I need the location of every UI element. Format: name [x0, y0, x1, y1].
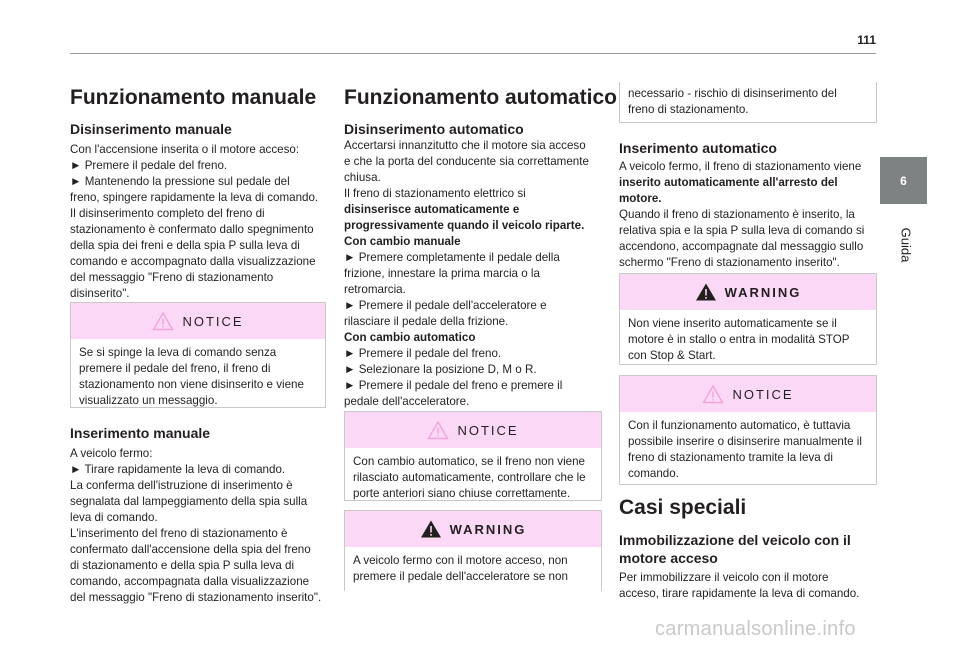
text-line: rilasciato automaticamente, controllare che le	[353, 471, 586, 484]
caution-triangle-icon	[702, 384, 724, 404]
text-line: L'inserimento del freno di stazionamento è	[70, 527, 288, 540]
text-line: Con l'accensione inserita o il motore acceso:	[70, 143, 300, 156]
text-line: A veicolo fermo con il motore acceso, non	[353, 554, 568, 567]
warning-title: WARNING	[449, 521, 527, 537]
manual-apply-text	[70, 446, 321, 606]
notice-header	[71, 303, 325, 339]
heading-line: Immobilizzazione del veicolo con il	[619, 532, 851, 548]
notice-header	[620, 376, 876, 412]
text-line: comando e accompagnato dalla visualizzazione	[70, 255, 316, 268]
notice-body	[345, 448, 601, 502]
warning-body	[345, 547, 601, 585]
text-line: stazionamento è confermato dallo spegnimento	[70, 223, 314, 236]
text-line: progressivamente quando il veicolo riparte.	[344, 219, 585, 232]
text-line: necessario - rischio di disinserimento del	[628, 87, 837, 100]
text-line: premere il pedale dell'acceleratore se non	[353, 570, 568, 583]
heading-manual-apply: Inserimento manuale	[70, 425, 211, 441]
text-line: possibile inserire o disinserire manualmente il	[628, 435, 862, 448]
text-line: Con il funzionamento automatico, è tuttavia	[628, 419, 851, 432]
heading-auto-release: Disinserimento automatico	[344, 121, 524, 137]
title-manual: Funzionamento manuale	[70, 86, 317, 109]
heading-auto-apply: Inserimento automatico	[619, 140, 777, 156]
text-line: pedale dell'acceleratore.	[344, 395, 470, 408]
text-line: accendono, accompagnate dal messaggio sullo	[619, 240, 864, 253]
section-label-text: Guida	[898, 227, 914, 263]
text-line: frizione, innestare la prima marcia o la	[344, 267, 540, 280]
text-line: ► Mantenendo la pressione sul pedale del	[70, 175, 290, 188]
text-line: A veicolo fermo:	[70, 447, 153, 460]
section-tab[interactable]: 6	[880, 157, 927, 204]
text-line: Con cambio automatico, se il freno non viene	[353, 455, 586, 468]
text-line: inserito automaticamente all'arresto del	[619, 176, 838, 189]
text-line: rilasciare il pedale della frizione.	[344, 315, 509, 328]
notice-box	[70, 302, 326, 408]
text-line: comando.	[628, 467, 679, 480]
text-line: schermo "Freno di stazionamento inserito".	[619, 256, 840, 269]
notice-body	[620, 412, 876, 482]
text-line: ► Premere il pedale del freno.	[344, 347, 502, 360]
warning-box	[344, 510, 602, 591]
text-line: di stazionamento e della spia P sulla leva di	[70, 559, 295, 572]
text-line: motore.	[619, 192, 662, 205]
text-line: freno, spingere rapidamente la leva di comando.	[70, 191, 319, 204]
page-number: 111	[857, 33, 876, 47]
text-line: premere il pedale del freno, il freno di	[79, 362, 271, 375]
text-line: Non viene inserito automaticamente se il	[628, 317, 837, 330]
text-line: ► Tirare rapidamente la leva di comando.	[70, 463, 286, 476]
auto-release-text	[344, 138, 589, 410]
text-line: con Stop & Start.	[628, 349, 716, 362]
heading-immobilisation	[619, 531, 851, 567]
text-line: ► Premere il pedale dell'acceleratore e	[344, 299, 547, 312]
text-line: chiusa.	[344, 171, 381, 184]
caution-triangle-icon	[427, 420, 449, 440]
section-label	[882, 215, 929, 275]
heading-manual-release: Disinserimento manuale	[70, 121, 232, 137]
text-line: ► Selezionare la posizione D, M o R.	[344, 363, 537, 376]
text-line: freno di stazionamento.	[628, 103, 749, 116]
text-line: disinserito".	[70, 287, 130, 300]
text-line: Il freno di stazionamento elettrico si	[344, 187, 526, 200]
text-line: visualizzato un messaggio.	[79, 394, 218, 407]
caution-triangle-icon	[152, 311, 174, 331]
text-line: Il disinserimento completo del freno di	[70, 207, 265, 220]
warning-header	[345, 511, 601, 547]
text-line: relativa spia e la spia P sulla leva di comando si	[619, 224, 865, 237]
text-line: comando, accompagnata dalla visualizzazione	[70, 575, 310, 588]
auto-apply-text	[619, 159, 864, 271]
text-line: ► Premere completamente il pedale della	[344, 251, 560, 264]
text-line: del messaggio "Freno di stazionamento	[70, 271, 274, 284]
notice-header	[345, 412, 601, 448]
title-special-cases: Casi speciali	[619, 496, 747, 519]
text-line: del messaggio "Freno di stazionamento inserito".	[70, 591, 322, 604]
warning-triangle-icon	[695, 282, 717, 302]
warning-body	[620, 82, 876, 118]
text-line: freno di stazionamento tramite la leva di	[628, 451, 833, 464]
text-line: Accertarsi innanzitutto che il motore sia acceso	[344, 139, 586, 152]
text-line: acceso, tirare rapidamente la leva di comando.	[619, 587, 860, 600]
heading-line: motore acceso	[619, 550, 718, 566]
text-line: confermato dall'accensione della spia del freno	[70, 543, 311, 556]
text-line: stazionamento non viene disinserito e viene	[79, 378, 304, 391]
notice-title: NOTICE	[732, 386, 794, 402]
text-line: segnalata dal lampeggiamento della spia sulla	[70, 495, 308, 508]
text-line: Se si spinge la leva di comando senza	[79, 346, 277, 359]
notice-box	[619, 375, 877, 485]
notice-body	[71, 339, 325, 409]
text-line: della spia dei freni e della spia P sulla leva di	[70, 239, 300, 252]
subheading-automatic-gearbox: Con cambio automatico	[344, 331, 476, 344]
text-line: motore è in stallo o entra in modalità STOP	[628, 333, 850, 346]
text-line: A veicolo fermo, il freno di stazionamento viene	[619, 160, 862, 173]
text-line: disinserisce automaticamente e	[344, 203, 520, 216]
title-automatic: Funzionamento automatico	[344, 86, 617, 109]
text-line: Quando il freno di stazionamento è inserito, la	[619, 208, 855, 221]
notice-title: NOTICE	[457, 422, 519, 438]
subheading-manual-gearbox: Con cambio manuale	[344, 235, 461, 248]
text-line: e che la porta del conducente sia correttamente	[344, 155, 589, 168]
text-line: ► Premere il pedale del freno.	[70, 159, 228, 172]
warning-triangle-icon	[420, 519, 442, 539]
text-line: Per immobilizzare il veicolo con il motore	[619, 571, 829, 584]
warning-box	[619, 273, 877, 365]
immobilisation-text	[619, 570, 859, 602]
warning-box-continued	[619, 82, 877, 123]
watermark: carmanualsonline.info	[655, 618, 856, 640]
text-line: La conferma dell'istruzione di inserimento è	[70, 479, 293, 492]
warning-header	[620, 274, 876, 310]
text-line: retromarcia.	[344, 283, 406, 296]
warning-title: WARNING	[724, 284, 802, 300]
warning-body	[620, 310, 876, 364]
manual-release-text	[70, 142, 318, 302]
notice-title: NOTICE	[182, 313, 244, 329]
text-line: porte anteriori siano chiuse correttamente.	[353, 487, 571, 500]
header-rule	[70, 53, 876, 54]
text-line: leva di comando.	[70, 511, 158, 524]
notice-box	[344, 411, 602, 501]
text-line: ► Premere il pedale del freno e premere il	[344, 379, 563, 392]
